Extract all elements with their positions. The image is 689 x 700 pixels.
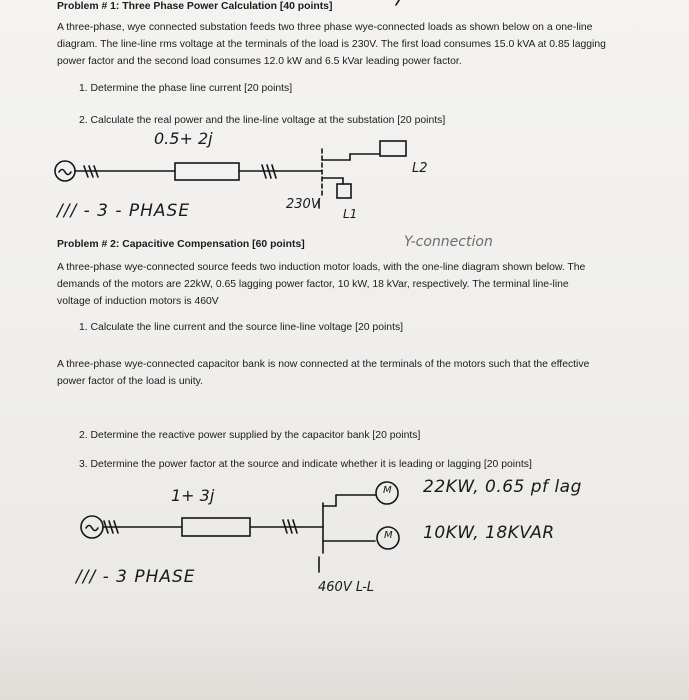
problem1-paragraph-line3: power factor and the second load consumes 12.0 kW and 6.5 kVar leading power factor. xyxy=(57,56,462,67)
connection-note: Y-connection xyxy=(404,234,493,250)
problem2-paragraph2-line2: power factor of the load is unity. xyxy=(57,376,203,387)
diagram2-voltage-label: 460V L-L xyxy=(318,580,375,595)
problem1-question2: 2. Calculate the real power and the line-line voltage at the substation [20 points] xyxy=(79,115,446,126)
problem2-question1: 1. Calculate the line current and the source line-line voltage [20 points] xyxy=(79,322,404,333)
problem2-paragraph-line3: voltage of induction motors is 460V xyxy=(57,296,219,307)
source-wave-1 xyxy=(59,170,71,175)
diagram1-phase-note: /// - 3 - PHASE xyxy=(57,201,191,221)
problem2-question2: 2. Determine the reactive power supplied by the capacitor bank [20 points] xyxy=(79,430,421,441)
motor1-rating: 22KW, 0.65 pf lag xyxy=(423,477,582,497)
problem2-title: Problem # 2: Capacitive Compensation [60 points] xyxy=(57,239,305,250)
load1-box xyxy=(337,184,351,198)
diagram2-impedance-label: 1+ 3j xyxy=(171,486,215,505)
problem2-paragraph-line1: A three-phase wye-connected source feeds two induction motor loads, with the one-line diagram shown below. The xyxy=(57,262,586,273)
diagram2-phase-note: /// - 3 PHASE xyxy=(76,567,196,587)
problem1-question1: 1. Determine the phase line current [20 points] xyxy=(79,83,293,94)
source-wave-2 xyxy=(86,526,98,531)
page-shadow xyxy=(0,620,689,700)
load2-box xyxy=(380,141,406,156)
problem2-paragraph2-line1: A three-phase wye-connected capacitor bank is now connected at the terminals of the motors such that the effective xyxy=(57,359,590,370)
motor2-symbol-label: M xyxy=(384,530,393,541)
diagram1-load1-label: L1 xyxy=(343,207,358,221)
problem2-question3: 3. Determine the power factor at the source and indicate whether it is leading or lagging [20 points] xyxy=(79,459,532,470)
diagram1-impedance-label: 0.5+ 2j xyxy=(154,129,213,148)
problem1-paragraph-line2: diagram. The line-line rms voltage at the terminals of the load is 230V. The first load consumes 15.0 kVA at 0.85 lagging xyxy=(57,39,606,50)
diagram1-load2-label: L2 xyxy=(412,161,428,176)
impedance-box-1 xyxy=(175,163,239,180)
impedance-box-2 xyxy=(182,518,250,536)
problem1-title: Problem # 1: Three Phase Power Calculation [40 points] xyxy=(57,1,333,12)
motor2-rating: 10KW, 18KVAR xyxy=(423,523,555,543)
problem1-paragraph-line1: A three-phase, wye connected substation feeds two three phase wye-connected loads as shown below on a one-line xyxy=(57,22,593,33)
problem2-paragraph-line2: demands of the motors are 22kW, 0.65 lagging power factor, 10 kW, 18 kVar, respectively. The terminal line-line xyxy=(57,279,569,290)
motor1-symbol-label: M xyxy=(383,485,392,496)
diagram1-voltage-label: 230V xyxy=(286,197,320,212)
